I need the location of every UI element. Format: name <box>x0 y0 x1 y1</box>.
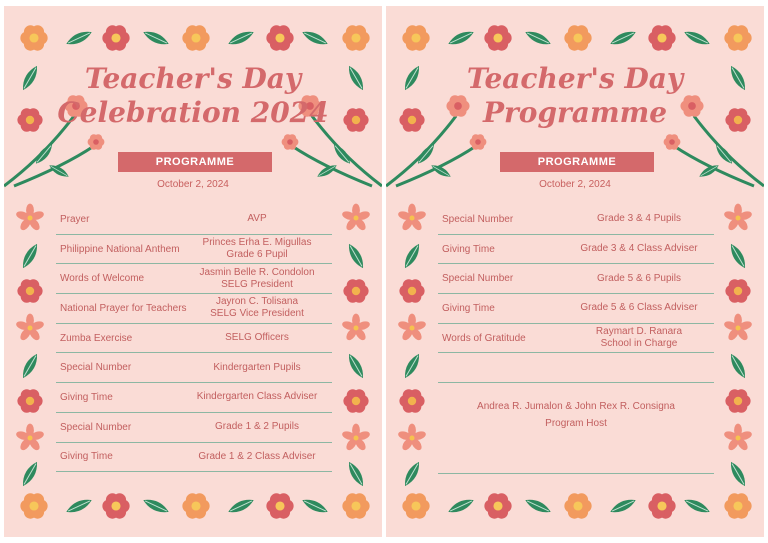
red-flower-icon <box>648 493 675 518</box>
leaf-icon <box>446 496 475 516</box>
right-page <box>386 6 764 537</box>
orange-flower-icon <box>20 493 47 518</box>
orange-flower-icon <box>724 25 751 50</box>
pink-blossom-icon <box>397 424 427 452</box>
leaf-icon <box>141 496 170 516</box>
segment-performer <box>182 264 332 293</box>
program-row <box>56 294 332 324</box>
event-date: October 2, 2024 <box>539 179 611 190</box>
performer-name: Kindergarten Pupils <box>213 361 301 373</box>
leaf-icon <box>300 496 329 516</box>
pink-blossom-icon <box>341 314 371 342</box>
segment-performer <box>182 353 332 382</box>
empty-row <box>438 353 714 383</box>
event-date: October 2, 2024 <box>157 179 229 190</box>
segment-performer <box>182 383 332 412</box>
leaf-icon <box>727 460 749 489</box>
red-flower-icon <box>725 279 750 302</box>
orange-flower-icon <box>20 25 47 50</box>
program-row <box>438 235 714 265</box>
leaf-icon <box>300 28 329 48</box>
program-list-right <box>438 205 714 383</box>
red-flower-icon <box>343 279 368 302</box>
red-flower-icon <box>725 389 750 412</box>
program-row <box>56 413 332 443</box>
red-flower-icon <box>102 25 129 50</box>
orange-flower-icon <box>402 25 429 50</box>
segment-performer <box>564 294 714 323</box>
segment-performer <box>564 205 714 234</box>
performer-name: Kindergarten Class Adviser <box>196 391 318 403</box>
red-flower-icon <box>484 25 511 50</box>
leaf-icon <box>401 352 423 381</box>
red-flower-icon <box>399 279 424 302</box>
leaf-icon <box>141 28 170 48</box>
leaf-icon <box>608 496 637 516</box>
performer-name: Grade 3 & 4 Class Adviser <box>580 243 698 255</box>
left-page <box>4 6 382 537</box>
program-row <box>56 235 332 265</box>
performer-name: Grade 1 & 2 Class Adviser <box>198 450 316 462</box>
leaf-icon <box>713 142 735 167</box>
segment-label: Philippine National Anthem <box>60 243 180 255</box>
leaf-icon <box>682 496 711 516</box>
pink-blossom-icon <box>397 204 427 232</box>
program-row <box>438 324 714 354</box>
leaf-icon <box>19 460 41 489</box>
red-flower-icon <box>17 389 42 412</box>
program-row <box>56 205 332 235</box>
segment-performer <box>182 294 332 323</box>
segment-performer <box>564 235 714 264</box>
segment-performer <box>564 264 714 293</box>
leaf-icon <box>345 242 367 271</box>
segment-label: National Prayer for Teachers <box>60 302 187 314</box>
left-title-line1: Teacher's Day <box>84 62 302 95</box>
program-list-left <box>56 205 332 472</box>
program-row <box>438 264 714 294</box>
leaf-icon <box>727 242 749 271</box>
orange-flower-icon <box>724 493 751 518</box>
performer-name: Raymart D. Ranara <box>595 326 683 338</box>
red-flower-icon <box>17 279 42 302</box>
orange-flower-icon <box>182 493 209 518</box>
leaf-icon <box>608 28 637 48</box>
segment-performer <box>182 413 332 442</box>
left-title-line2: Celebration 2024 <box>57 96 329 129</box>
performer-name: Grade 1 & 2 Pupils <box>215 421 299 433</box>
performer-name: Grade 5 & 6 Class Adviser <box>580 302 698 314</box>
segment-performer <box>182 443 332 472</box>
leaf-icon <box>226 496 255 516</box>
pink-blossom-icon <box>341 424 371 452</box>
segment-label: Special Number <box>60 362 132 374</box>
segment-label: Zumba Exercise <box>60 332 133 344</box>
orange-flower-icon <box>342 493 369 518</box>
right-title-line2: Programme <box>482 96 668 129</box>
programme-banner: PROGRAMME <box>500 152 654 172</box>
performer-name: Princes Erha E. Migullas <box>202 237 312 249</box>
segment-label: Giving Time <box>60 391 113 403</box>
leaf-icon <box>401 460 423 489</box>
orange-flower-icon <box>342 25 369 50</box>
program-row <box>56 324 332 354</box>
right-title <box>386 62 764 130</box>
segment-label: Words of Gratitude <box>442 332 526 344</box>
segment-performer <box>182 324 332 353</box>
performer-name: Jasmin Belle R. Condolon <box>199 266 315 278</box>
performer-name: Grade 3 & 4 Pupils <box>597 213 681 225</box>
red-flower-icon <box>343 389 368 412</box>
leaf-icon <box>523 496 552 516</box>
pink-blossom-icon <box>723 314 753 342</box>
pink-blossom-icon <box>15 424 45 452</box>
orange-flower-icon <box>182 25 209 50</box>
right-title-line1: Teacher's Day <box>466 62 684 95</box>
pink-blossom-icon <box>341 204 371 232</box>
leaf-icon <box>415 142 437 167</box>
leaf-icon <box>331 142 353 167</box>
leaf-icon <box>64 28 93 48</box>
leaf-icon <box>19 352 41 381</box>
performer-name: Jayron C. Tolisana <box>215 296 299 308</box>
leaf-icon <box>523 28 552 48</box>
segment-label: Special Number <box>60 421 132 433</box>
performer-name: AVP <box>247 213 267 225</box>
program-row <box>438 205 714 235</box>
red-flower-icon <box>399 389 424 412</box>
performer-name: Grade 5 & 6 Pupils <box>597 272 681 284</box>
red-flower-icon <box>102 493 129 518</box>
leaf-icon <box>64 496 93 516</box>
pink-blossom-icon <box>397 314 427 342</box>
segment-performer <box>182 235 332 264</box>
empty-row <box>438 444 714 474</box>
red-flower-icon <box>484 493 511 518</box>
red-flower-icon <box>648 25 675 50</box>
host-role: Program Host <box>545 418 607 429</box>
performer-role: Grade 6 Pupil <box>226 249 288 261</box>
program-row <box>56 264 332 294</box>
leaf-icon <box>345 460 367 489</box>
orange-flower-icon <box>402 493 429 518</box>
leaf-icon <box>401 242 423 271</box>
red-flower-icon <box>266 25 293 50</box>
host-dividers <box>438 444 714 474</box>
orange-flower-icon <box>564 25 591 50</box>
segment-label: Special Number <box>442 273 514 285</box>
host-names: Andrea R. Jumalon & John Rex R. Consigna <box>477 401 675 412</box>
leaf-icon <box>19 242 41 271</box>
leaf-icon <box>33 142 55 167</box>
segment-label: Giving Time <box>442 243 495 255</box>
segment-performer <box>182 205 332 234</box>
segment-label: Prayer <box>60 213 90 225</box>
pink-blossom-icon <box>15 314 45 342</box>
segment-label: Words of Welcome <box>60 273 145 285</box>
leaf-icon <box>345 352 367 381</box>
pink-blossom-icon <box>723 424 753 452</box>
segment-performer <box>564 324 714 353</box>
segment-label: Special Number <box>442 213 514 225</box>
leaf-icon <box>682 28 711 48</box>
pink-blossom-icon <box>723 204 753 232</box>
programme-banner: PROGRAMME <box>118 152 272 172</box>
segment-label: Giving Time <box>60 451 113 463</box>
left-title <box>4 62 382 130</box>
performer-role: SELG President <box>221 278 293 290</box>
performer-name: SELG Officers <box>225 332 289 344</box>
leaf-icon <box>727 352 749 381</box>
leaf-icon <box>446 28 475 48</box>
program-host <box>438 398 714 432</box>
orange-flower-icon <box>564 493 591 518</box>
program-row <box>56 443 332 473</box>
segment-label: Giving Time <box>442 302 495 314</box>
program-row <box>438 294 714 324</box>
performer-role: School in Charge <box>600 338 678 350</box>
performer-role: SELG Vice President <box>210 308 304 320</box>
red-flower-icon <box>266 493 293 518</box>
leaf-icon <box>226 28 255 48</box>
pink-blossom-icon <box>15 204 45 232</box>
program-row <box>56 353 332 383</box>
program-row <box>56 383 332 413</box>
